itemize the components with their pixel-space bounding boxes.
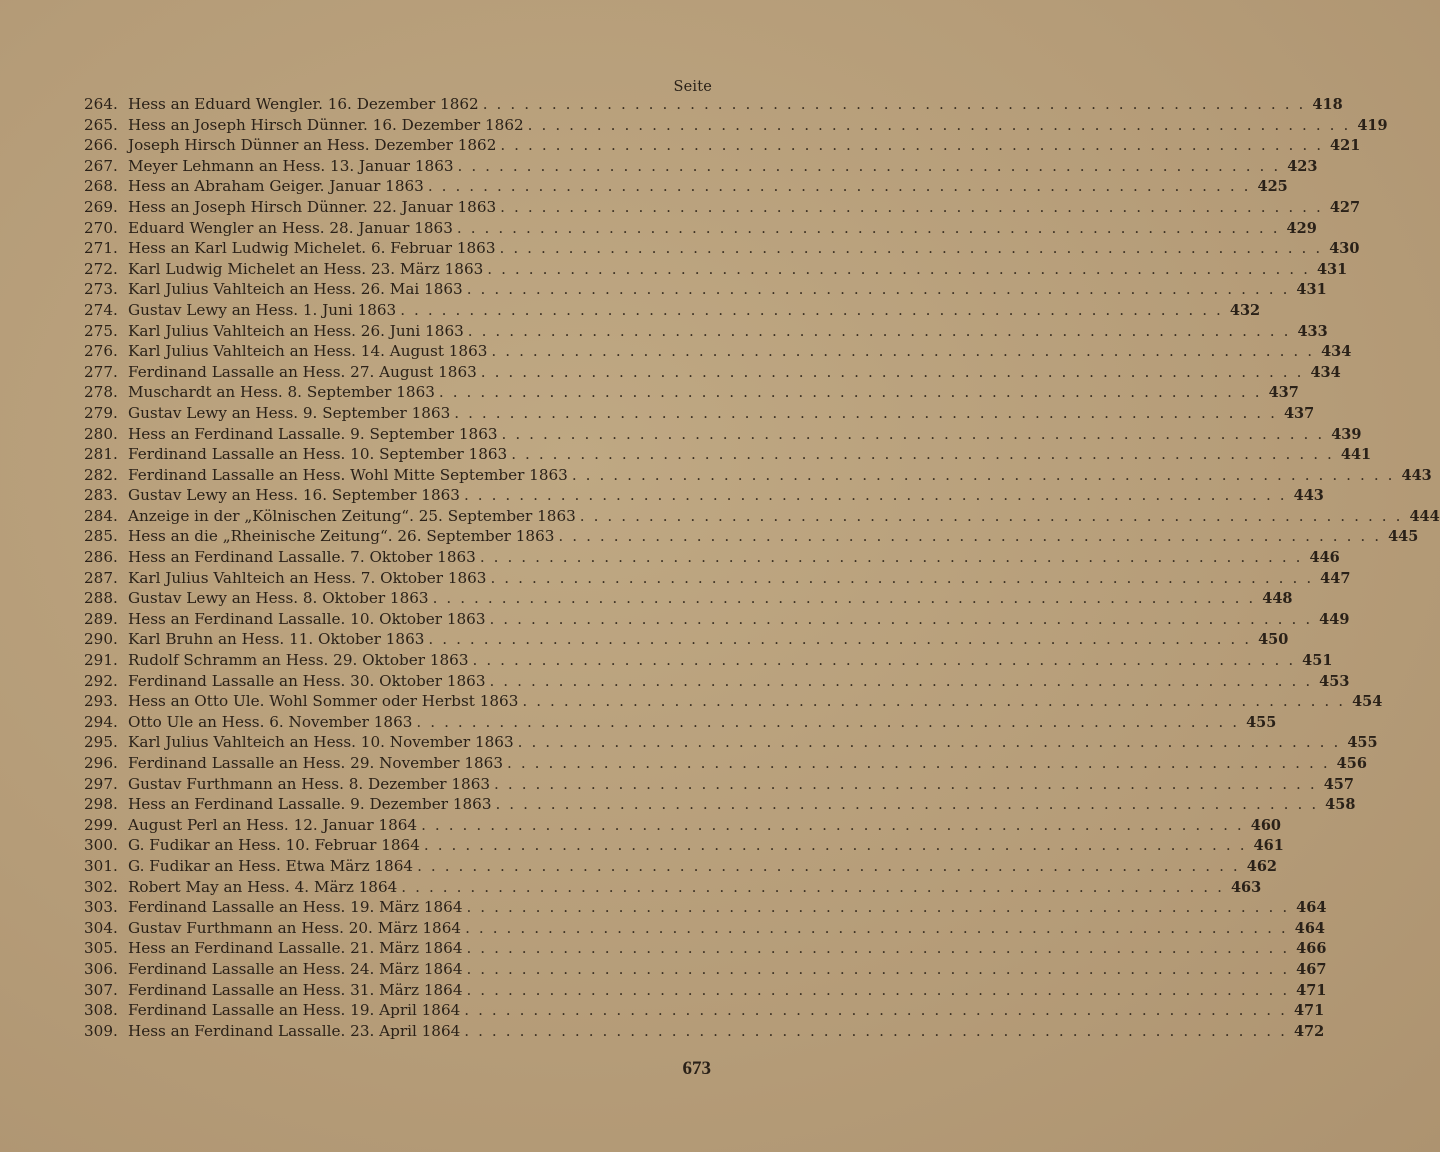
entry-number: 269. (84, 197, 118, 216)
leader-dots: ............................................................ (489, 671, 1320, 690)
toc-entry (84, 939, 1327, 960)
entry-title: Ferdinand Lassalle an Hess. 24. März 1864 (128, 959, 463, 978)
entry-page-number: 434 (1321, 343, 1352, 361)
entry-title: Meyer Lehmann an Hess. 13. Januar 1863 (128, 156, 454, 175)
entry-number: 275. (84, 321, 118, 340)
leader-dots: ............................................................ (479, 548, 1310, 567)
leader-dots: ............................................................ (472, 651, 1303, 670)
leader-dots: ............................................................ (480, 362, 1311, 381)
entry-page-number: 437 (1268, 384, 1299, 402)
leader-dots: ............................................................ (466, 939, 1297, 958)
toc-entry (84, 403, 1315, 425)
entry-number: 295. (84, 733, 118, 752)
entry-title: Hess an die „Rheinische Zeitung“. 26. September 1863 (128, 527, 555, 546)
entry-page-number: 458 (1325, 796, 1356, 814)
entry-number: 304. (84, 918, 118, 937)
entry-number: 283. (84, 486, 118, 505)
entry-page-number: 472 (1293, 1022, 1325, 1040)
entry-number: 278. (84, 383, 118, 402)
entry-number: 265. (84, 115, 118, 134)
entry-number: 292. (84, 671, 118, 690)
entry-page-number: 454 (1352, 693, 1383, 711)
toc-entry (84, 342, 1352, 363)
toc-entry (84, 774, 1354, 796)
entry-page-number: 471 (1296, 981, 1327, 999)
entry-page-number: 455 (1347, 734, 1378, 752)
toc-entry (84, 1021, 1325, 1043)
entry-page-number: 427 (1329, 198, 1361, 216)
leader-dots: ............................................................ (456, 218, 1287, 237)
toc-entry (84, 445, 1372, 466)
entry-title: Ferdinand Lassalle an Hess. 10. September 1863 (128, 445, 508, 464)
entry-title: Gustav Lewy an Hess. 16. September 1863 (128, 486, 460, 505)
toc-entry (84, 980, 1327, 1002)
entry-title: Hess an Ferdinand Lassalle. 9. September 1863 (128, 424, 498, 443)
toc-entry (84, 527, 1419, 548)
entry-page-number: 471 (1293, 1002, 1325, 1020)
entry-page-number: 448 (1262, 590, 1293, 608)
entry-number: 299. (84, 815, 118, 834)
entry-title: Anzeige in der „Kölnischen Zeitung“. 25. September 1863 (128, 506, 576, 525)
entry-title: Gustav Furthmann an Hess. 8. Dezember 1863 (128, 774, 491, 793)
toc-entry (84, 259, 1348, 281)
leader-dots: ............................................................ (401, 877, 1231, 896)
entry-title: G. Fudikar an Hess. 10. Februar 1864 (128, 836, 420, 855)
toc-entry (84, 568, 1351, 590)
entry-title: Karl Bruhn an Hess. 11. Oktober 1863 (128, 630, 425, 649)
toc-entry (84, 651, 1333, 672)
toc-entry (84, 959, 1327, 981)
entry-title: Ferdinand Lassalle an Hess. 19. April 1864 (128, 1001, 461, 1020)
leader-dots: ............................................................ (489, 609, 1320, 628)
entry-title: Hess an Joseph Hirsch Dünner. 16. Dezember 1862 (128, 115, 524, 134)
entry-number: 300. (84, 836, 118, 855)
leader-dots: ............................................................ (427, 177, 1258, 196)
leader-dots: ............................................................ (416, 712, 1247, 731)
leader-dots: ............................................................ (501, 424, 1332, 443)
entry-title: Karl Ludwig Michelet an Hess. 23. März 1863 (128, 259, 484, 278)
toc-entry (84, 1001, 1325, 1022)
toc-entry (84, 115, 1388, 137)
entry-number: 287. (84, 568, 118, 587)
entry-number: 264. (84, 95, 118, 113)
toc-entry (84, 136, 1361, 157)
entry-title: Gustav Lewy an Hess. 9. September 1863 (128, 403, 451, 422)
entry-number: 277. (84, 362, 118, 381)
entry-number: 298. (84, 795, 118, 814)
entry-number: 309. (84, 1021, 118, 1040)
toc-entry (84, 877, 1262, 899)
leader-dots: ............................................................ (495, 795, 1326, 814)
entry-page-number: 467 (1296, 960, 1327, 978)
leader-dots: ............................................................ (466, 980, 1297, 999)
leader-dots: ............................................................ (464, 1021, 1294, 1040)
entry-page-number: 463 (1230, 878, 1262, 896)
entry-title: Eduard Wengler an Hess. 28. Januar 1863 (128, 218, 453, 237)
entry-page-number: 466 (1296, 940, 1327, 958)
table-of-contents (84, 95, 1440, 1042)
leader-dots: ............................................................ (465, 918, 1295, 937)
entry-number: 297. (84, 774, 118, 793)
entry-number: 266. (84, 136, 118, 155)
entry-page-number: 437 (1283, 404, 1315, 422)
entry-number: 289. (84, 609, 118, 628)
entry-number: 268. (84, 177, 118, 196)
toc-entry (84, 856, 1278, 878)
leader-dots: ............................................................ (466, 959, 1297, 978)
entry-page-number: 423 (1287, 157, 1318, 175)
toc-entry (84, 671, 1350, 693)
entry-title: Gustav Lewy an Hess. 8. Oktober 1863 (128, 589, 429, 608)
entry-title: Hess an Ferdinand Lassalle. 9. Dezember 1863 (128, 795, 492, 814)
leader-dots: ............................................................ (499, 239, 1330, 258)
toc-entry (84, 300, 1261, 322)
toc-entry (84, 95, 1343, 116)
page-number: 673 (682, 1058, 711, 1079)
toc-entry (84, 692, 1383, 713)
entry-page-number: 462 (1246, 857, 1278, 875)
toc-entry (84, 609, 1350, 631)
entry-number: 282. (84, 465, 118, 484)
entry-title: Rudolf Schramm an Hess. 29. Oktober 1863 (128, 651, 469, 670)
leader-dots: ............................................................ (500, 136, 1331, 155)
toc-entry (84, 156, 1318, 178)
entry-title: Hess an Ferdinand Lassalle. 10. Oktober 1863 (128, 609, 486, 628)
entry-title: Karl Julius Vahlteich an Hess. 26. Juni 1863 (128, 321, 464, 340)
toc-entry (84, 362, 1341, 384)
entry-page-number: 432 (1229, 301, 1261, 319)
leader-dots: ............................................................ (400, 300, 1230, 319)
entry-title: Gustav Furthmann an Hess. 20. März 1864 (128, 918, 462, 937)
entry-page-number: 455 (1246, 713, 1277, 731)
entry-title: Hess an Ferdinand Lassalle. 23. April 1864 (128, 1021, 461, 1040)
leader-dots: ............................................................ (517, 733, 1348, 752)
entry-title: Hess an Eduard Wengler. 16. Dezember 1862 (128, 95, 479, 113)
entry-title: Hess an Ferdinand Lassalle. 21. März 1864 (128, 939, 463, 958)
leader-dots: ............................................................ (428, 630, 1259, 649)
entry-number: 291. (84, 651, 118, 670)
entry-title: Karl Julius Vahlteich an Hess. 10. November 1863 (128, 733, 514, 752)
toc-entry (84, 898, 1327, 919)
entry-page-number: 451 (1302, 652, 1333, 670)
entry-number: 285. (84, 527, 118, 546)
entry-page-number: 447 (1320, 569, 1351, 587)
entry-number: 302. (84, 877, 118, 896)
entry-number: 293. (84, 692, 118, 711)
entry-page-number: 429 (1286, 219, 1317, 237)
leader-dots: ............................................................ (482, 95, 1313, 113)
toc-entry (84, 218, 1317, 240)
toc-entry (84, 795, 1356, 816)
toc-entry (84, 321, 1328, 343)
leader-dots: ............................................................ (467, 321, 1298, 340)
entry-title: Hess an Karl Ludwig Michelet. 6. Februar 1863 (128, 239, 496, 258)
entry-number: 294. (84, 712, 118, 731)
entry-number: 296. (84, 754, 118, 772)
toc-entry (84, 239, 1360, 260)
entry-number: 279. (84, 403, 118, 422)
leader-dots: ............................................................ (500, 197, 1330, 216)
toc-entry (84, 630, 1289, 651)
entry-page-number: 445 (1388, 528, 1419, 546)
entry-title: Ferdinand Lassalle an Hess. Wohl Mitte September 1863 (128, 465, 568, 484)
leader-dots: ............................................................ (466, 898, 1297, 917)
entry-title: Ferdinand Lassalle an Hess. 19. März 1864 (128, 898, 463, 917)
entry-title: Ferdinand Lassalle an Hess. 31. März 1864 (128, 980, 463, 999)
entry-title: Otto Ule an Hess. 6. November 1863 (128, 712, 413, 731)
leader-dots: ............................................................ (579, 506, 1410, 525)
entry-number: 307. (84, 980, 118, 999)
toc-entry (84, 280, 1327, 301)
leader-dots: ............................................................ (423, 836, 1254, 855)
entry-title: Karl Julius Vahlteich an Hess. 26. Mai 1863 (128, 280, 463, 299)
entry-page-number: 446 (1309, 549, 1340, 567)
toc-entry (84, 918, 1326, 940)
entry-number: 280. (84, 424, 118, 443)
entry-page-number: 433 (1297, 322, 1328, 340)
entry-page-number: 439 (1331, 425, 1362, 443)
entry-number: 288. (84, 589, 118, 608)
entry-page-number: 460 (1250, 816, 1282, 834)
toc-entry (84, 548, 1340, 569)
entry-title: Hess an Ferdinand Lassalle. 7. Oktober 1863 (128, 548, 476, 567)
entry-title: Hess an Otto Ule. Wohl Sommer oder Herbst 1863 (128, 692, 519, 711)
toc-entry (84, 465, 1432, 487)
entry-page-number: 464 (1296, 899, 1327, 917)
entry-page-number: 456 (1336, 755, 1367, 772)
toc-entry (84, 733, 1378, 754)
entry-number: 273. (84, 280, 118, 299)
entry-page-number: 431 (1316, 260, 1348, 278)
leader-dots: ............................................................ (487, 259, 1317, 278)
entry-title: Gustav Lewy an Hess. 1. Juni 1863 (128, 300, 397, 319)
entry-page-number: 430 (1329, 240, 1360, 258)
entry-title: Robert May an Hess. 4. März 1864 (128, 877, 398, 896)
entry-page-number: 443 (1401, 466, 1432, 484)
leader-dots: ............................................................ (432, 589, 1263, 608)
leader-dots: ............................................................ (417, 856, 1247, 875)
toc-entry (84, 589, 1293, 610)
entry-number: 305. (84, 939, 118, 958)
entry-page-number: 441 (1340, 446, 1372, 464)
toc-entry (84, 754, 1367, 775)
entry-title: Karl Julius Vahlteich an Hess. 14. August 1863 (128, 342, 488, 361)
entry-page-number: 418 (1312, 96, 1343, 113)
entry-title: Ferdinand Lassalle an Hess. 30. Oktober 1863 (128, 671, 486, 690)
entry-title: Hess an Joseph Hirsch Dünner. 22. Januar 1863 (128, 197, 497, 216)
entry-number: 286. (84, 548, 118, 567)
entry-number: 281. (84, 445, 118, 464)
page-column-header: Seite (673, 79, 712, 95)
leader-dots: ............................................................ (571, 465, 1402, 484)
leader-dots: ............................................................ (558, 527, 1389, 546)
entry-number: 308. (84, 1001, 118, 1020)
entry-number: 290. (84, 630, 118, 649)
entry-number: 267. (84, 156, 118, 175)
entry-page-number: 425 (1257, 178, 1288, 196)
entry-page-number: 431 (1296, 281, 1327, 299)
entry-number: 272. (84, 259, 118, 278)
toc-entry (84, 197, 1361, 219)
leader-dots: ............................................................ (438, 383, 1269, 402)
toc-entry (84, 177, 1288, 198)
toc-entry (84, 506, 1440, 528)
entry-page-number: 450 (1258, 631, 1289, 649)
entry-number: 284. (84, 506, 118, 525)
leader-dots: ............................................................ (527, 115, 1358, 134)
entry-page-number: 419 (1357, 116, 1388, 134)
toc-entry (84, 836, 1284, 857)
leader-dots: ............................................................ (494, 774, 1324, 793)
entry-number: 274. (84, 300, 118, 319)
entry-title: Joseph Hirsch Dünner an Hess. Dezember 1862 (128, 136, 497, 155)
entry-title: Karl Julius Vahlteich an Hess. 7. Oktober 1863 (128, 568, 487, 587)
entry-page-number: 464 (1294, 919, 1326, 937)
entry-page-number: 434 (1310, 363, 1341, 381)
entry-page-number: 457 (1323, 775, 1354, 793)
leader-dots: ............................................................ (463, 486, 1294, 505)
leader-dots: ............................................................ (454, 403, 1284, 422)
entry-number: 301. (84, 856, 118, 875)
entry-number: 276. (84, 342, 118, 361)
toc-entry (84, 815, 1282, 837)
toc-entry (84, 424, 1362, 446)
entry-page-number: 453 (1319, 672, 1350, 690)
leader-dots: ............................................................ (491, 342, 1322, 361)
entry-title: Ferdinand Lassalle an Hess. 27. August 1863 (128, 362, 477, 381)
entry-title: August Perl an Hess. 12. Januar 1864 (128, 815, 418, 834)
toc-entry (84, 712, 1277, 734)
toc-entry (84, 486, 1324, 507)
leader-dots: ............................................................ (507, 754, 1337, 772)
entry-number: 271. (84, 239, 118, 258)
entry-page-number: 444 (1409, 507, 1440, 525)
entry-page-number: 421 (1330, 137, 1361, 155)
leader-dots: ............................................................ (522, 692, 1353, 711)
leader-dots: ............................................................ (490, 568, 1321, 587)
leader-dots: ............................................................ (464, 1001, 1294, 1020)
leader-dots: ............................................................ (421, 815, 1251, 834)
entry-number: 270. (84, 218, 118, 237)
entry-page-number: 443 (1293, 487, 1324, 505)
leader-dots: ............................................................ (466, 280, 1297, 299)
toc-entry (84, 383, 1299, 404)
entry-title: Ferdinand Lassalle an Hess. 29. November 1863 (128, 754, 503, 772)
entry-page-number: 449 (1319, 610, 1350, 628)
leader-dots: ............................................................ (457, 156, 1288, 175)
entry-title: Hess an Abraham Geiger. Januar 1863 (128, 177, 424, 196)
entry-title: Muschardt an Hess. 8. September 1863 (128, 383, 435, 402)
entry-page-number: 461 (1253, 837, 1284, 855)
leader-dots: ............................................................ (511, 445, 1341, 464)
entry-number: 303. (84, 898, 118, 917)
entry-title: G. Fudikar an Hess. Etwa März 1864 (128, 856, 414, 875)
entry-number: 306. (84, 959, 118, 978)
